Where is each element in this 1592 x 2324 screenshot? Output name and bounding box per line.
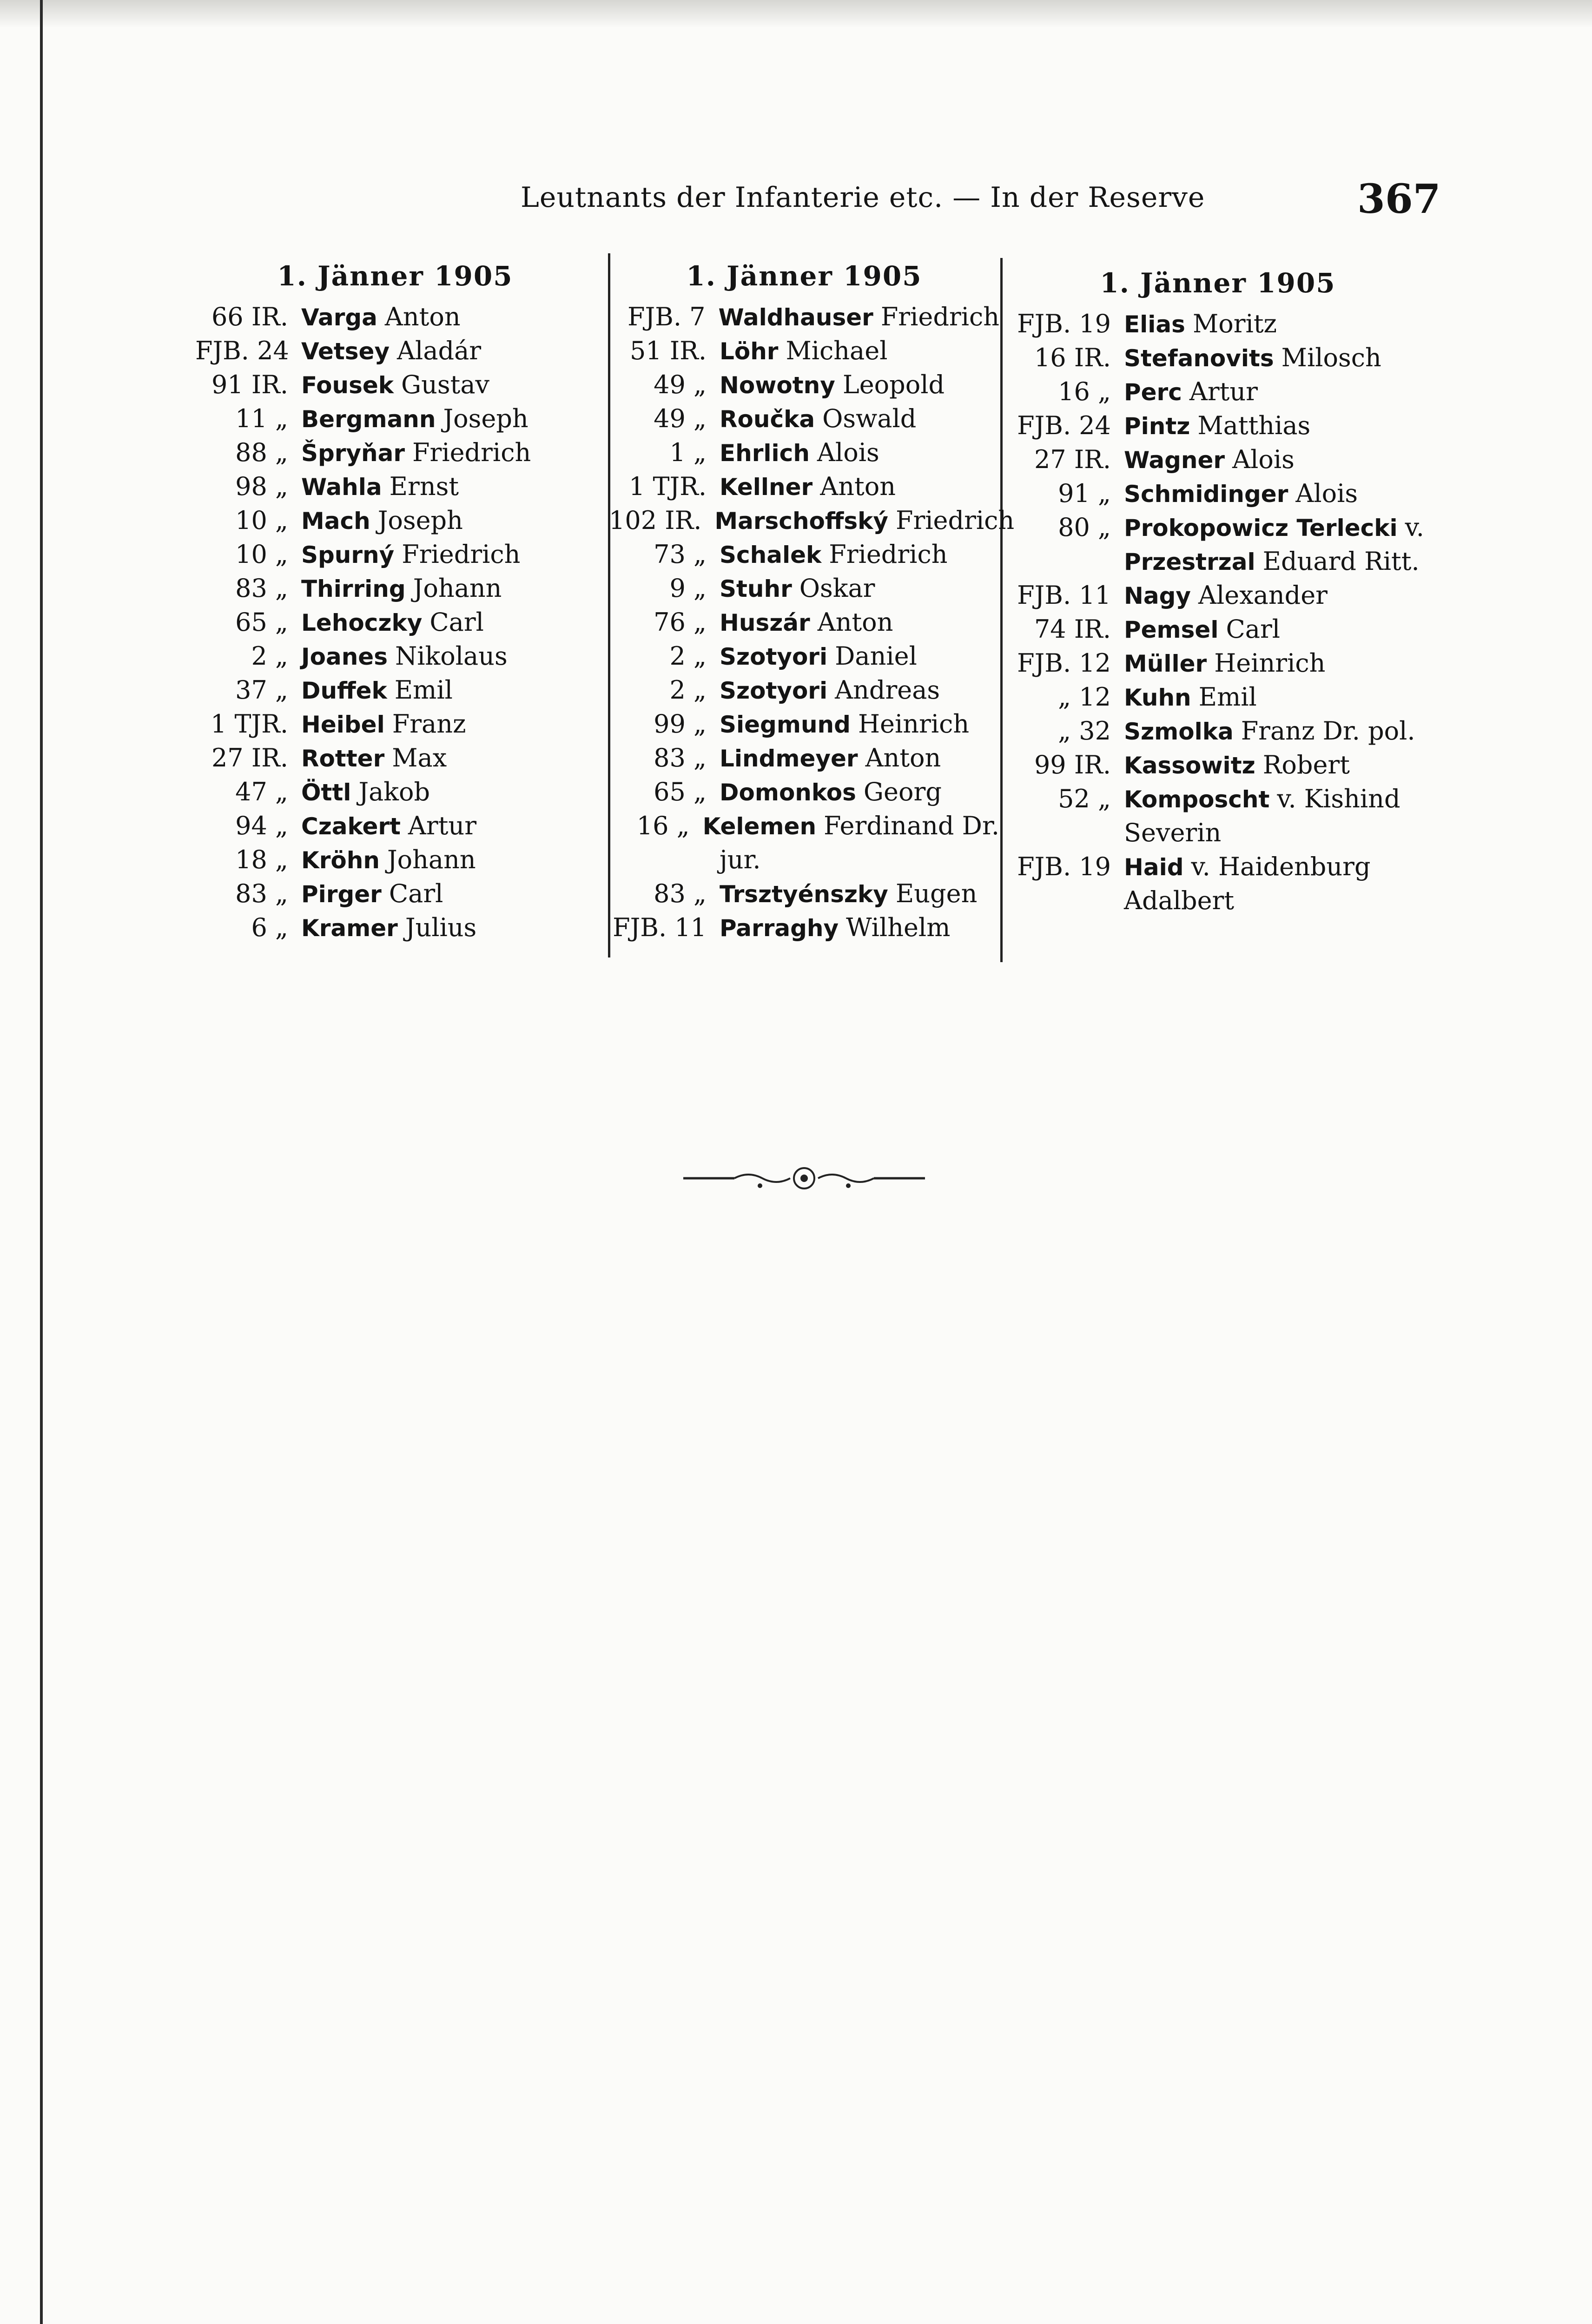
list-item [1004,750,1432,784]
unit-designation: 11 „ [235,404,288,433]
ornament-divider [683,1164,925,1192]
officer-given-name: v. [1405,513,1424,542]
officer-surname: Trsztyénszky [720,881,888,908]
officer-given-name: Michael [786,336,888,365]
unit-designation: 51 IR. [629,336,707,365]
officer-given-name: Artur [1189,377,1258,406]
unit-designation: 91 „ [1058,479,1111,508]
unit-designation: „ 32 [1058,716,1111,746]
list-item [609,438,999,472]
officer-given-name: Heinrich [1214,648,1326,678]
officer-given-name: Moritz [1192,309,1277,338]
officer-given-name: Oswald [822,404,917,433]
unit-designation: 80 „ [1058,513,1111,542]
officer-given-name: Ferdinand Dr. [824,811,999,840]
officer-surname: Szotyori [720,643,828,670]
list-item [609,811,999,845]
list-item [609,574,999,607]
officer-surname: Szmolka [1124,718,1234,745]
officer-surname: Heibel [301,711,385,738]
list-item [609,845,999,879]
officer-given-name: Georg [863,777,942,806]
list-item [195,438,595,472]
unit-designation: 94 „ [235,811,288,840]
unit-designation: FJB. 11 [613,913,707,942]
list-item [1004,479,1432,513]
unit-designation: 27 IR. [1034,445,1111,474]
list-item [1004,445,1432,479]
officer-given-name: Franz [392,709,466,739]
officer-given-name: Friedrich [896,506,1015,535]
list-item [1004,886,1432,920]
unit-designation: 10 „ [235,540,288,569]
officer-surname: Schmidinger [1124,481,1288,508]
unit-designation: 9 „ [669,574,707,603]
list-item [195,777,595,811]
list-item [1004,581,1432,614]
officer-surname: Kuhn [1124,684,1191,711]
unit-designation: 47 „ [235,777,288,806]
officer-given-name: Alois [817,438,879,467]
officer-given-name: Aladár [397,336,482,365]
officer-given-name: Friedrich [412,438,531,467]
list-item [609,472,999,506]
list-item [1004,309,1432,343]
officer-surname: Perc [1124,379,1182,406]
unit-designation: 16 „ [636,811,690,840]
officer-given-name: Adalbert [1124,886,1235,915]
officer-surname: Löhr [720,338,779,365]
list-item [195,574,595,607]
unit-designation: 65 „ [654,777,707,806]
officer-surname: Pemsel [1124,616,1219,643]
officer-surname: Kellner [720,474,813,501]
list-item [609,540,999,574]
unit-designation: 2 „ [251,641,288,671]
officer-surname: Roučka [720,406,815,433]
list-item [609,404,999,438]
list-item [195,913,595,947]
officer-surname: Huszár [720,609,810,636]
list-item [609,506,1015,540]
column-1 [195,260,595,947]
list-item [609,879,999,913]
officer-surname: Rotter [301,745,385,772]
unit-designation: FJB. 19 [1017,852,1111,881]
page-gutter-line [40,0,43,2324]
officer-given-name: Anton [384,302,461,331]
officer-surname: Szotyori [720,677,828,704]
officer-given-name: Julius [405,913,477,942]
officer-surname: Schalek [720,541,822,568]
officer-given-name: Johann [413,574,502,603]
officer-surname: Prokopowicz Terlecki [1124,515,1398,541]
officer-given-name: Eduard Ritt. [1262,547,1420,576]
unit-designation: 99 IR. [1034,750,1111,779]
list-item [609,675,999,709]
unit-designation: 2 „ [669,641,707,671]
officer-given-name: Joseph [443,404,528,433]
list-item [609,641,999,675]
officer-given-name: Milosch [1281,343,1381,372]
officer-given-name: Robert [1262,750,1350,779]
officer-given-name: Leopold [842,370,945,399]
officer-surname: Wahla [301,474,382,501]
unit-designation: 83 „ [235,879,288,908]
list-item [609,709,999,743]
column-heading: 1. Jänner 1905 [686,260,922,292]
officer-given-name: Jakob [358,777,430,806]
unit-designation: 1 TJR. [628,472,707,501]
unit-designation: 1 „ [669,438,707,467]
officer-surname: Parraghy [720,915,839,942]
officer-surname: Müller [1124,650,1207,677]
list-item [1004,547,1432,581]
officer-surname: Joanes [301,643,388,670]
officer-surname: Haid [1124,854,1184,881]
list-item [195,811,595,845]
officer-given-name: Anton [865,743,941,772]
unit-designation: 1 TJR. [210,709,288,739]
list-item [1004,648,1432,682]
list-item [195,506,595,540]
unit-designation: 16 IR. [1034,343,1111,372]
officer-given-name: Eugen [895,879,978,908]
officer-surname: Lindmeyer [720,745,858,772]
officer-given-name: Artur [408,811,477,840]
officer-surname: Nowotny [720,372,835,399]
list-item [1004,411,1432,445]
officer-given-name: Andreas [835,675,940,705]
column-2 [609,260,1015,947]
officer-surname: Varga [301,304,377,331]
officer-given-name: Severin [1124,818,1222,847]
officer-surname: Kröhn [301,847,380,874]
list-item [1004,818,1432,852]
unit-designation: 74 IR. [1034,614,1111,644]
unit-designation: FJB. 24 [195,336,289,365]
list-item [195,607,595,641]
unit-designation: 98 „ [235,472,288,501]
officer-given-name: Franz Dr. pol. [1241,716,1415,746]
officer-given-name: Alois [1232,445,1295,474]
officer-surname: Komposcht [1124,786,1270,813]
unit-designation: FJB. 7 [628,302,706,331]
officer-given-name: Nikolaus [395,641,508,671]
list-item [195,641,595,675]
officer-surname: Wagner [1124,447,1225,474]
officer-surname: Waldhauser [718,304,873,331]
officer-given-name: Friedrich [402,540,521,569]
officer-surname: Špryňar [301,440,405,467]
list-item [195,540,595,574]
officer-surname: Lehoczky [301,609,423,636]
unit-designation: 10 „ [235,506,288,535]
unit-designation: 18 „ [235,845,288,874]
column-heading: 1. Jänner 1905 [1100,267,1336,299]
unit-designation: 83 „ [235,574,288,603]
list-item [1004,682,1432,716]
officer-given-name: Johann [387,845,476,874]
officer-surname: Thirring [301,575,406,602]
unit-designation: 2 „ [669,675,707,705]
unit-designation: 27 IR. [211,743,288,772]
officer-surname: Marschoffský [714,508,888,535]
unit-designation: 52 „ [1058,784,1111,813]
officer-surname: Stefanovits [1124,345,1274,372]
officer-given-name: Carl [1226,614,1281,644]
officer-given-name: Carl [429,607,484,637]
list-item [609,336,999,370]
unit-designation: 73 „ [654,540,707,569]
list-item [195,845,595,879]
officer-given-name: Alexander [1198,581,1328,610]
officer-surname: Siegmund [720,711,851,738]
officer-given-name: Joseph [377,506,463,535]
officer-given-name: Anton [817,607,893,637]
unit-designation: 65 „ [235,607,288,637]
unit-designation: „ 12 [1058,682,1111,712]
unit-designation: FJB. 11 [1017,581,1111,610]
officer-given-name: Friedrich [829,540,948,569]
officer-surname: Domonkos [720,779,856,806]
unit-designation: 6 „ [251,913,288,942]
unit-designation: 83 „ [654,743,707,772]
unit-designation: 49 „ [654,370,707,399]
unit-designation: FJB. 24 [1017,411,1111,440]
list-item [1004,716,1432,750]
unit-designation: 37 „ [235,675,288,705]
running-header: Leutnants der Infanterie etc. — In der Reserve [521,181,1205,214]
officer-surname: Fousek [301,372,394,399]
officer-given-name: v. Kishind [1277,784,1400,813]
page-top-shadow [0,0,1592,28]
unit-designation: 66 IR. [211,302,288,331]
officer-given-name: Max [392,743,447,772]
officer-given-name: Emil [1198,682,1257,712]
officer-surname: Öttl [301,779,351,806]
officer-surname: Vetsey [301,338,390,365]
officer-given-name: Friedrich [880,302,999,331]
officer-given-name: Emil [394,675,453,705]
officer-given-name: jur. [720,845,761,874]
officer-given-name: Gustav [401,370,490,399]
list-item [195,472,595,506]
officer-given-name: Heinrich [858,709,970,739]
officer-surname: Kramer [301,915,398,942]
officer-given-name: Carl [389,879,443,908]
unit-designation: 99 „ [654,709,707,739]
unit-designation: 83 „ [654,879,707,908]
list-item [609,607,999,641]
officer-surname: Pintz [1124,413,1190,440]
officer-given-name: Oskar [799,574,875,603]
list-item [1004,377,1432,411]
officer-surname: Pirger [301,881,382,908]
officer-surname: Spurný [301,541,395,568]
unit-designation: FJB. 19 [1017,309,1111,338]
column-3 [1004,267,1432,920]
unit-designation: 88 „ [235,438,288,467]
officer-surname: Nagy [1124,582,1191,609]
unit-designation: 102 IR. [609,506,702,535]
officer-surname: Kelemen [702,813,817,840]
officer-given-name: Matthias [1197,411,1311,440]
list-item [195,675,595,709]
officer-given-name: Daniel [835,641,917,671]
list-item [609,913,999,947]
list-item [195,302,595,336]
list-item [1004,784,1432,818]
unit-designation: 76 „ [654,607,707,637]
list-item [195,370,595,404]
list-item [609,743,999,777]
officer-surname: Mach [301,508,370,535]
officer-surname: Bergmann [301,406,436,433]
officer-surname: Elias [1124,311,1185,338]
list-item [609,302,999,336]
list-item [609,777,999,811]
unit-designation: FJB. 12 [1017,648,1111,678]
list-item [195,879,595,913]
list-item [1004,343,1432,377]
unit-designation: 49 „ [654,404,707,433]
column-divider [1000,258,1003,962]
officer-surname: Przestrzal [1124,548,1255,575]
officer-given-name: Alois [1295,479,1358,508]
list-item [195,404,595,438]
officer-given-name: Ernst [389,472,459,501]
page-number: 367 [1357,176,1441,223]
list-item [195,709,595,743]
list-item [195,743,595,777]
officer-surname: Duffek [301,677,387,704]
column-heading: 1. Jänner 1905 [277,260,513,292]
list-item [1004,852,1432,886]
officer-surname: Ehrlich [720,440,810,467]
unit-designation: 91 IR. [211,370,288,399]
list-item [1004,614,1432,648]
list-item [195,336,595,370]
officer-given-name: Anton [820,472,896,501]
list-item [609,370,999,404]
list-item [1004,513,1432,547]
officer-surname: Kassowitz [1124,752,1255,779]
officer-given-name: Wilhelm [846,913,951,942]
officer-surname: Stuhr [720,575,792,602]
unit-designation: 16 „ [1058,377,1111,406]
officer-surname: Czakert [301,813,401,840]
officer-given-name: v. Haidenburg [1191,852,1371,881]
